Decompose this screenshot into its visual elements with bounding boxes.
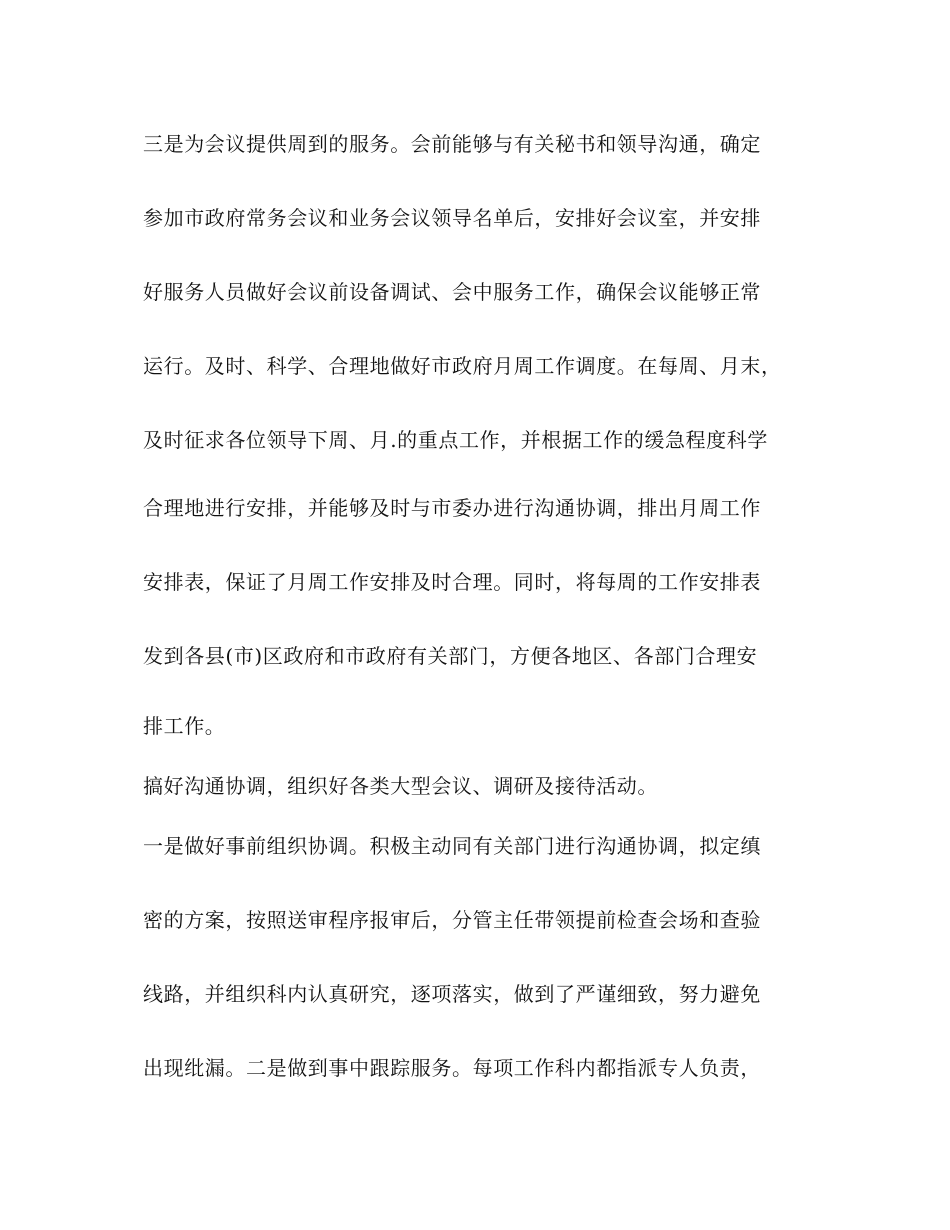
paragraph-1-line-3: 好服务人员做好会议前设备调试、会中服务工作，确保会议能够正常 (143, 280, 761, 304)
paragraph-2-line-3: 线路，并组织科内认真研究，逐项落实，做到了严谨细致，努力避免 (143, 982, 761, 1006)
paragraph-1-line-5: 及时征求各位领导下周、月.的重点工作，并根据工作的缓急程度科学 (143, 428, 768, 452)
paragraph-1-line-1: 三是为会议提供周到的服务。会前能够与有关秘书和领导沟通，确定 (143, 132, 761, 156)
section-heading: 搞好沟通协调，组织好各类大型会议、调研及接待活动。 (143, 774, 658, 798)
paragraph-2-line-4: 出现纰漏。二是做到事中跟踪服务。每项工作科内都指派专人负责， (143, 1056, 761, 1080)
paragraph-1-line-4: 运行。及时、科学、合理地做好市政府月周工作调度。在每周、月末， (143, 354, 782, 378)
paragraph-2-line-2: 密的方案，按照送审程序报审后，分管主任带领提前检查会场和查验 (143, 908, 761, 932)
paragraph-1-line-9: 排工作。 (143, 714, 226, 738)
paragraph-1-line-8: 发到各县(市)区政府和市政府有关部门，方便各地区、各部门合理安 (143, 644, 758, 668)
paragraph-1-line-2: 参加市政府常务会议和业务会议领导名单后，安排好会议室，并安排 (143, 206, 761, 230)
paragraph-1-line-6: 合理地进行安排，并能够及时与市委办进行沟通协调，排出月周工作 (143, 496, 761, 520)
paragraph-1-line-7: 安排表，保证了月周工作安排及时合理。同时，将每周的工作安排表 (143, 570, 761, 594)
paragraph-2-line-1: 一是做好事前组织协调。积极主动同有关部门进行沟通协调，拟定缜 (143, 834, 761, 858)
